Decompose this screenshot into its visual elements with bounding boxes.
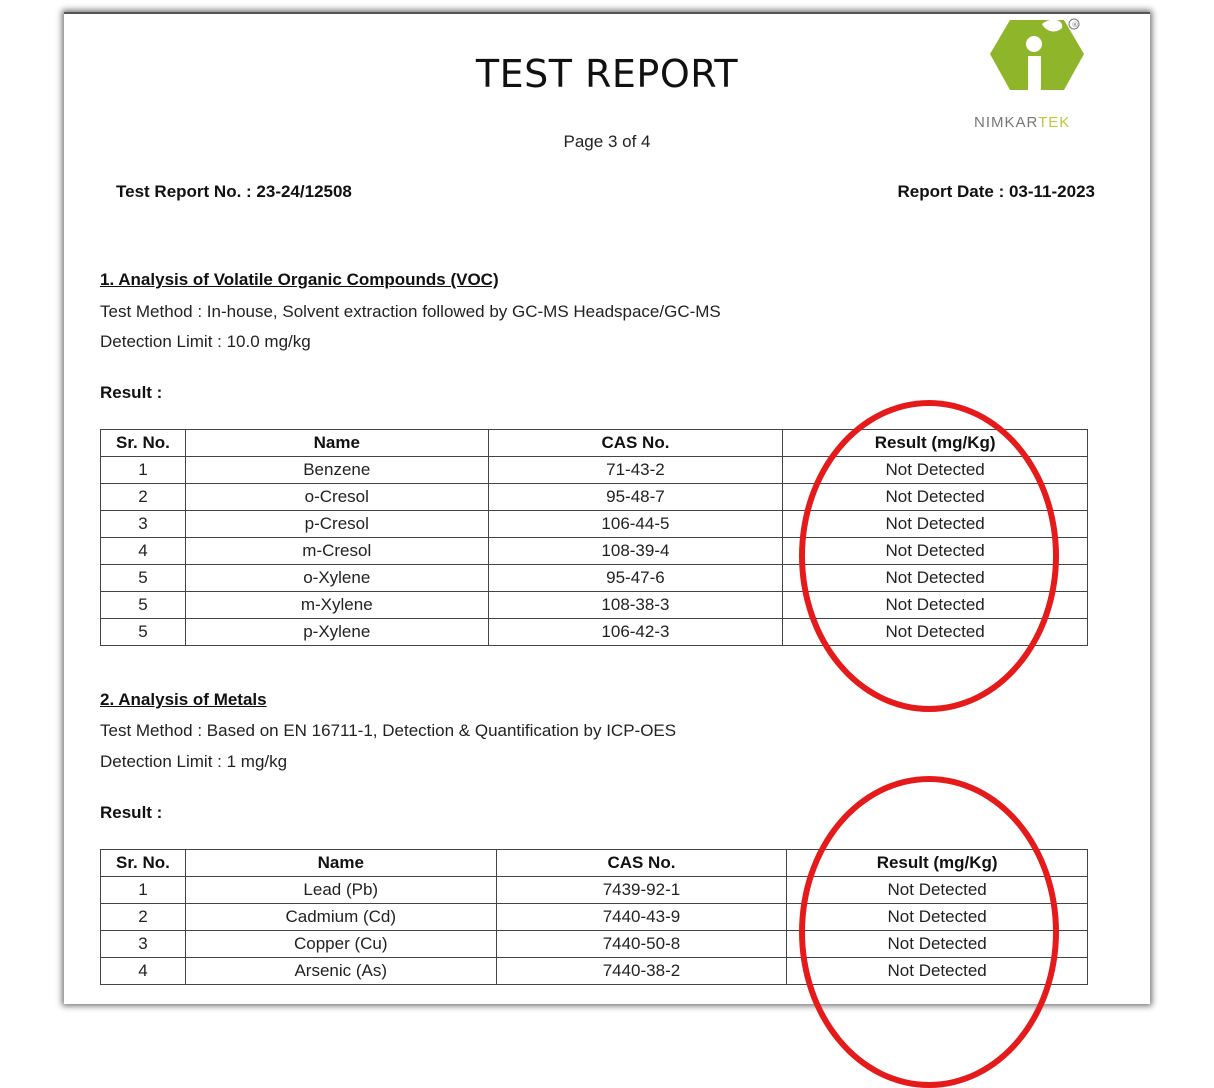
table-row: 1 Lead (Pb) 7439-92-1 Not Detected: [101, 877, 1088, 904]
header-cas-no: CAS No.: [496, 850, 787, 877]
header-sr-no: Sr. No.: [101, 430, 186, 457]
annotation-circle-metals: [799, 776, 1059, 1088]
table-row: 3 p-Cresol 106-44-5 Not Detected: [101, 511, 1088, 538]
table-row: 4 Arsenic (As) 7440-38-2 Not Detected: [101, 958, 1088, 985]
logo-wordmark-suffix: TEK: [1038, 114, 1071, 131]
header-sr-no: Sr. No.: [101, 850, 186, 877]
table-row: 2 Cadmium (Cd) 7440-43-9 Not Detected: [101, 904, 1088, 931]
section-2-result-label: Result :: [100, 803, 163, 822]
header-name: Name: [185, 850, 496, 877]
section-1-title: 1. Analysis of Volatile Organic Compounds (VOC): [100, 270, 499, 289]
header-cas-no: CAS No.: [488, 430, 783, 457]
section-2-title: 2. Analysis of Metals: [100, 690, 267, 709]
table-row: 2 o-Cresol 95-48-7 Not Detected: [101, 484, 1088, 511]
table-row: 5 p-Xylene 106-42-3 Not Detected: [101, 619, 1088, 646]
table-row: 1 Benzene 71-43-2 Not Detected: [101, 457, 1088, 484]
registered-mark: ®: [1071, 21, 1079, 29]
table-row: 3 Copper (Cu) 7440-50-8 Not Detected: [101, 931, 1088, 958]
report-page: [64, 12, 1150, 1004]
table-row: 5 m-Xylene 108-38-3 Not Detected: [101, 592, 1088, 619]
header-name: Name: [185, 430, 488, 457]
logo-wordmark-prefix: NIMKAR: [974, 114, 1039, 131]
section-1-limit: Detection Limit : 10.0 mg/kg: [100, 332, 311, 351]
table-row: 4 m-Cresol 108-39-4 Not Detected: [101, 538, 1088, 565]
section-2-method: Test Method : Based on EN 16711-1, Detection & Quantification by ICP-OES: [100, 721, 677, 740]
section-2-limit: Detection Limit : 1 mg/kg: [100, 752, 288, 771]
header-result: Result (mg/Kg): [783, 430, 1088, 457]
report-number: Test Report No. : 23-24/12508: [116, 182, 352, 201]
section-1-result-label: Result :: [100, 383, 163, 402]
logo-wordmark: [974, 114, 1070, 131]
report-title: TEST REPORT: [475, 52, 739, 96]
page-number: Page 3 of 4: [563, 132, 651, 151]
header-result: Result (mg/Kg): [787, 850, 1088, 877]
annotation-circle-voc: [799, 400, 1059, 712]
section-1-method: Test Method : In-house, Solvent extraction followed by GC-MS Headspace/GC-MS: [100, 302, 721, 321]
report-date: Report Date : 03-11-2023: [897, 182, 1095, 201]
table-row: 5 o-Xylene 95-47-6 Not Detected: [101, 565, 1088, 592]
